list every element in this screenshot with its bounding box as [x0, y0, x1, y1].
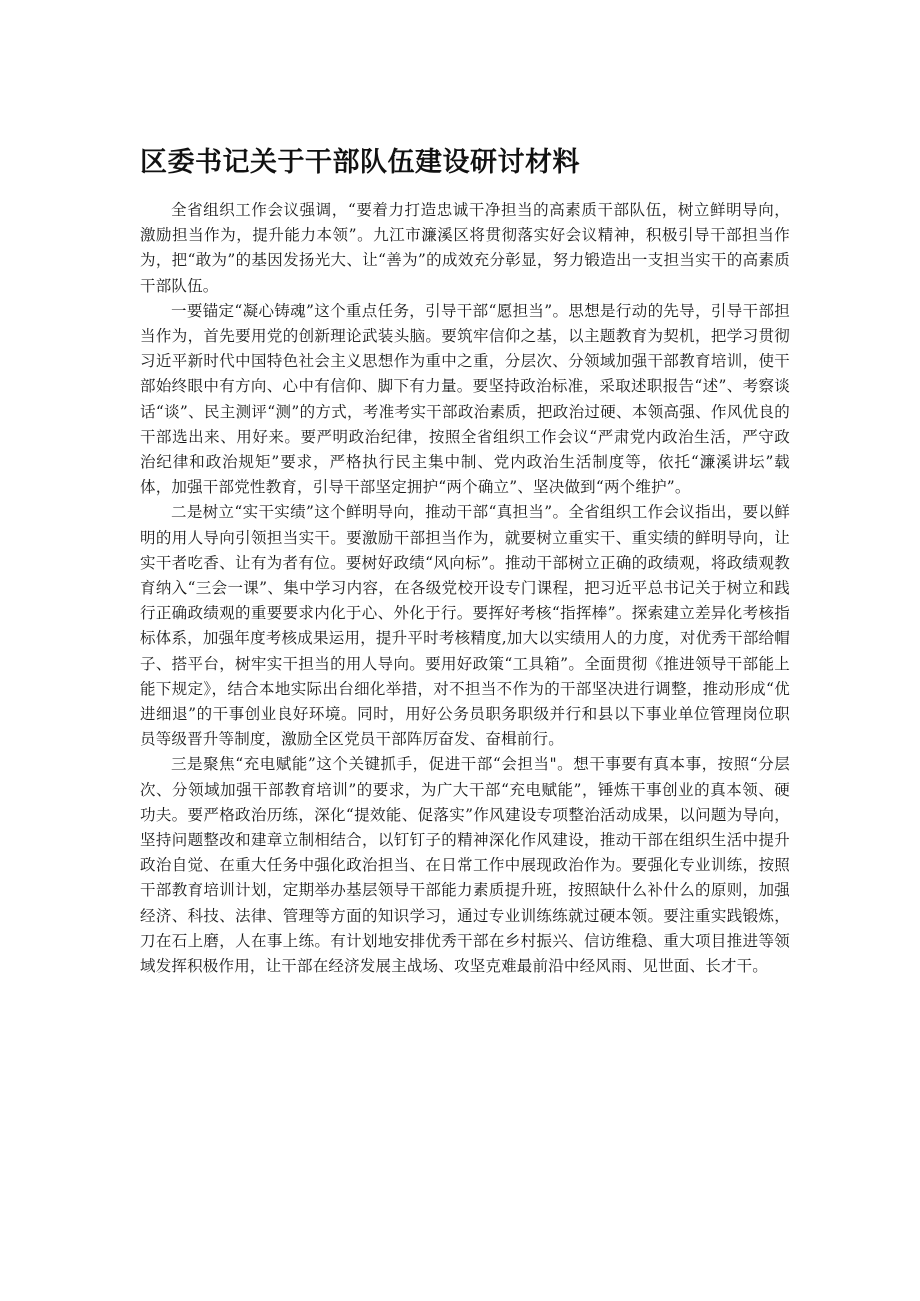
document-page [140, 145, 790, 979]
paragraph-intro: 全省组织工作会议强调，“要着力打造忠诚干净担当的高素质干部队伍，树立鲜明导向，激励担当作为，提升能力本领”。九江市濂溪区将贯彻落实好会议精神，积极引导干部担当作为，把“敢为”的基因发扬光大、让“善为”的成效充分彰显，努力锻造出一支担当实干的高素质干部队伍。 [140, 201, 790, 295]
paragraph-point-two: 二是树立“实干实绩”这个鲜明导向，推动干部“真担当”。全省组织工作会议指出，要以鲜明的用人导向引领担当实干。要激励干部担当作为，就要树立重实干、重实绩的鲜明导向，让实干者吃香、让有为者有位。要树好政绩“风向标”。推动干部树立正确的政绩观，将政绩观教育纳入“三会一课”、集中学习内容，在各级党校开设专门课程，把习近平总书记关于树立和践行正确政绩观的重要要求内化于心、外化于行。要挥好考核“指挥棒”。探索建立差异化考核指标体系，加强年度考核成果运用，提升平时考核精度,加大以实绩用人的力度，对优秀干部给帽子、搭平台，树牢实干担当的用人导向。要用好政策“工具箱”。全面贯彻《推进领导干部能上能下规定》，结合本地实际出台细化举措，对不担当不作为的干部坚决进行调整，推动形成“优进细退”的干事创业良好环境。同时，用好公务员职务职级并行和县以下事业单位管理岗位职员等级晋升等制度，激励全区党员干部阵厉奋发、奋楫前行。 [140, 503, 790, 749]
paragraph-point-one: 一要锚定“凝心铸魂”这个重点任务，引导干部“愿担当”。思想是行动的先导，引导干部担当作为，首先要用党的创新理论武装头脑。要筑牢信仰之基，以主题教育为契机，把学习贯彻习近平新时代中国特色社会主义思想作为重中之重，分层次、分领域加强干部教育培训，使干部始终眼中有方向、心中有信仰、脚下有力量。要坚持政治标准，采取述职报告“述”、考察谈话“谈”、民主测评“测”的方式，考准考实干部政治素质，把政治过硬、本领高强、作风优良的干部选出来、用好来。要严明政治纪律，按照全省组织工作会议“严肃党内政治生活，严守政治纪律和政治规矩”要求，严格执行民主集中制、党内政治生活制度等，依托“濂溪讲坛”载体，加强干部党性教育，引导干部坚定拥护“两个确立”、坚决做到“两个维护”。 [140, 301, 790, 497]
document-title: 区委书记关于干部队伍建设研讨材料 [140, 147, 580, 178]
paragraph-point-three: 三是聚焦“充电赋能”这个关键抓手，促进干部“会担当"。想干事要有真本事，按照“分层次、分领域加强干部教育培训”的要求，为广大干部“充电赋能”，锤炼干事创业的真本领、硬功夫。要严格政治历练，深化“提效能、促落实”作风建设专项整治活动成果，以问题为导向，坚持问题整改和建章立制相结合，以钉钉子的精神深化作风建设，推动干部在组织生活中提升政治自觉、在重大任务中强化政治担当、在日常工作中展现政治作为。要强化专业训练，按照干部教育培训计划，定期举办基层领导干部能力素质提升班，按照缺什么补什么的原则，加强经济、科技、法律、管理等方面的知识学习，通过专业训练练就过硬本领。要注重实践锻炼，刀在石上磨，人在事上练。有计划地安排优秀干部在乡村振兴、信访维稳、重大项目推进等领域发挥积极作用，让干部在经济发展主战场、攻坚克难最前沿中经风雨、见世面、长才干。 [140, 755, 790, 976]
